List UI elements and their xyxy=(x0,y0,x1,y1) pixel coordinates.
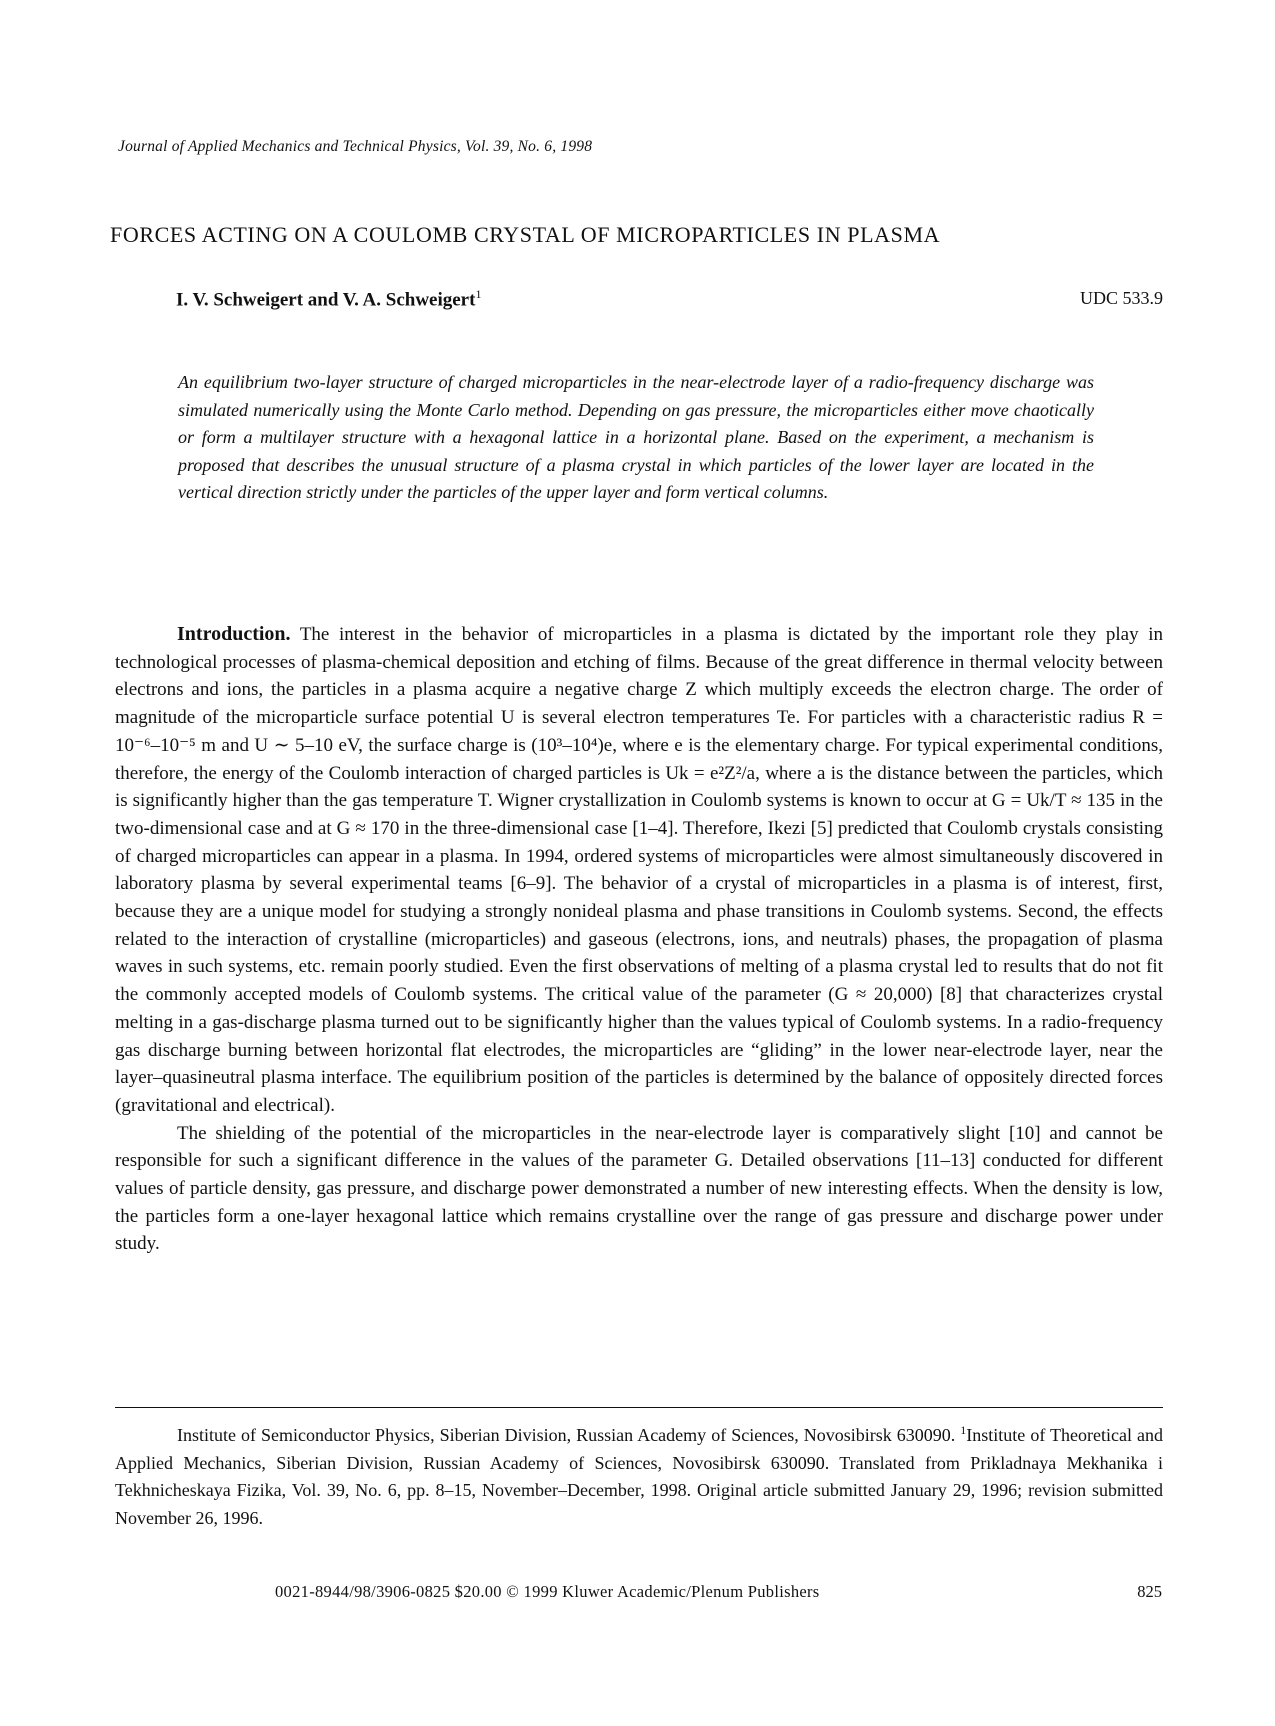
author-names: I. V. Schweigert and V. A. Schweigert xyxy=(176,289,476,311)
author-line xyxy=(176,287,481,311)
udc-code: UDC 533.9 xyxy=(1079,288,1163,308)
paragraph-1-text: The interest in the behavior of microparticles in a plasma is dictated by the important role they play in technological processes of plasma-chemical deposition and etching of films. Because of the great difference in thermal velocity between electrons and ions, the particles in a plasma acquire a negative charge Z which multiply exceeds the electron charge. The order of magnitude of the microparticle surface potential U is several electron temperatures Te. For particles with a characteristic radius R = 10⁻⁶–10⁻⁵ m and U ∼ 5–10 eV, the surface charge is (10³–10⁴)e, where e is the elementary charge. For typical experimental conditions, therefore, the energy of the Coulomb interaction of charged particles is Uk = e²Z²/a, where a is the distance between the particles, which is significantly higher than the gas temperature T. Wigner crystallization in Coulomb systems is known to occur at G = Uk/T ≈ 135 in the two-dimensional case and at G ≈ 170 in the three-dimensional case [1–4]. Therefore, Ikezi [5] predicted that Coulomb crystals consisting of charged microparticles can appear in a plasma. In 1994, ordered systems of microparticles were almost simultaneously discovered in laboratory plasma by several experimental teams [6–9]. The behavior of a crystal of microparticles in a plasma is of interest, first, because they are a unique model for studying a strongly nonideal plasma and phase transitions in Coulomb systems. Second, the effects related to the interaction of crystalline (microparticles) and gaseous (electrons, ions, and neutrals) phases, the propagation of plasma waves in such systems, etc. remain poorly studied. Even the first observations of melting of a plasma crystal led to results that do not fit the commonly accepted models of Coulomb systems. The critical value of the parameter (G ≈ 20,000) [8] that characterizes crystal melting in a gas-discharge plasma turned out to be significantly higher than the values typical of Coulomb systems. In a radio-frequency gas discharge burning between horizontal flat electrodes, the microparticles are “gliding” in the lower near-electrode layer, near the layer–quasineutral plasma interface. The equilibrium position of the particles is determined by the balance of oppositely directed forces (gravitational and electrical). xyxy=(115,624,1163,1116)
footnote-mark: 1 xyxy=(960,1423,967,1437)
paragraph-2: The shielding of the potential of the microparticles in the near-electrode layer is comparatively slight [10] and cannot be responsible for such a significant difference in the values of the parameter G. Detailed observations [11–13] conducted for different values of particle density, gas pressure, and discharge power demonstrated a number of new interesting effects. When the density is low, the particles form a one-layer hexagonal lattice which remains crystalline over the range of gas pressure and discharge power under study. xyxy=(115,1122,1163,1255)
footnote-affiliation-1: Institute of Semiconductor Physics, Siberian Division, Russian Academy of Sciences, Novosibirsk 630090. xyxy=(177,1425,961,1445)
journal-header: Journal of Applied Mechanics and Technical Physics, Vol. 39, No. 6, 1998 xyxy=(118,138,593,155)
abstract: An equilibrium two-layer structure of charged microparticles in the near-electrode layer of a radio-frequency discharge was simulated numerically using the Monte Carlo method. Depending on gas pressure, the microparticles either move chaotically or form a multilayer structure with a hexagonal lattice in a horizontal plane. Based on the experiment, a mechanism is proposed that describes the unusual structure of a plasma crystal in which particles of the lower layer are located in the vertical direction strictly under the particles of the upper layer and form vertical columns. xyxy=(178,372,1094,503)
copyright-line: 0021-8944/98/3906-0825 $20.00 © 1999 Kluwer Academic/Plenum Publishers xyxy=(275,1582,820,1601)
page-number: 825 xyxy=(1137,1582,1162,1601)
footnote xyxy=(115,1417,1163,1532)
footnote-divider xyxy=(115,1407,1163,1408)
section-heading-introduction: Introduction. xyxy=(177,623,291,645)
footnote-text xyxy=(115,1417,1163,1532)
footnote-affiliation-2: Institute of Theoretical and Applied Mechanics, Siberian Division, Russian Academy of Sciences, Novosibirsk 630090. Translated from Prikladnaya Mekhanika i Tekhnicheskaya Fizika, Vol. 39, No. 6, pp. 8–15, November–December, 1998. Original article submitted January 29, 1996; revision submitted November 26, 1996. xyxy=(115,1425,1163,1528)
author-footnote-mark: 1 xyxy=(475,287,482,301)
body-text xyxy=(115,621,1163,1258)
article-title: FORCES ACTING ON A COULOMB CRYSTAL OF MICROPARTICLES IN PLASMA xyxy=(110,222,941,247)
paragraph-introduction xyxy=(115,621,1163,1120)
